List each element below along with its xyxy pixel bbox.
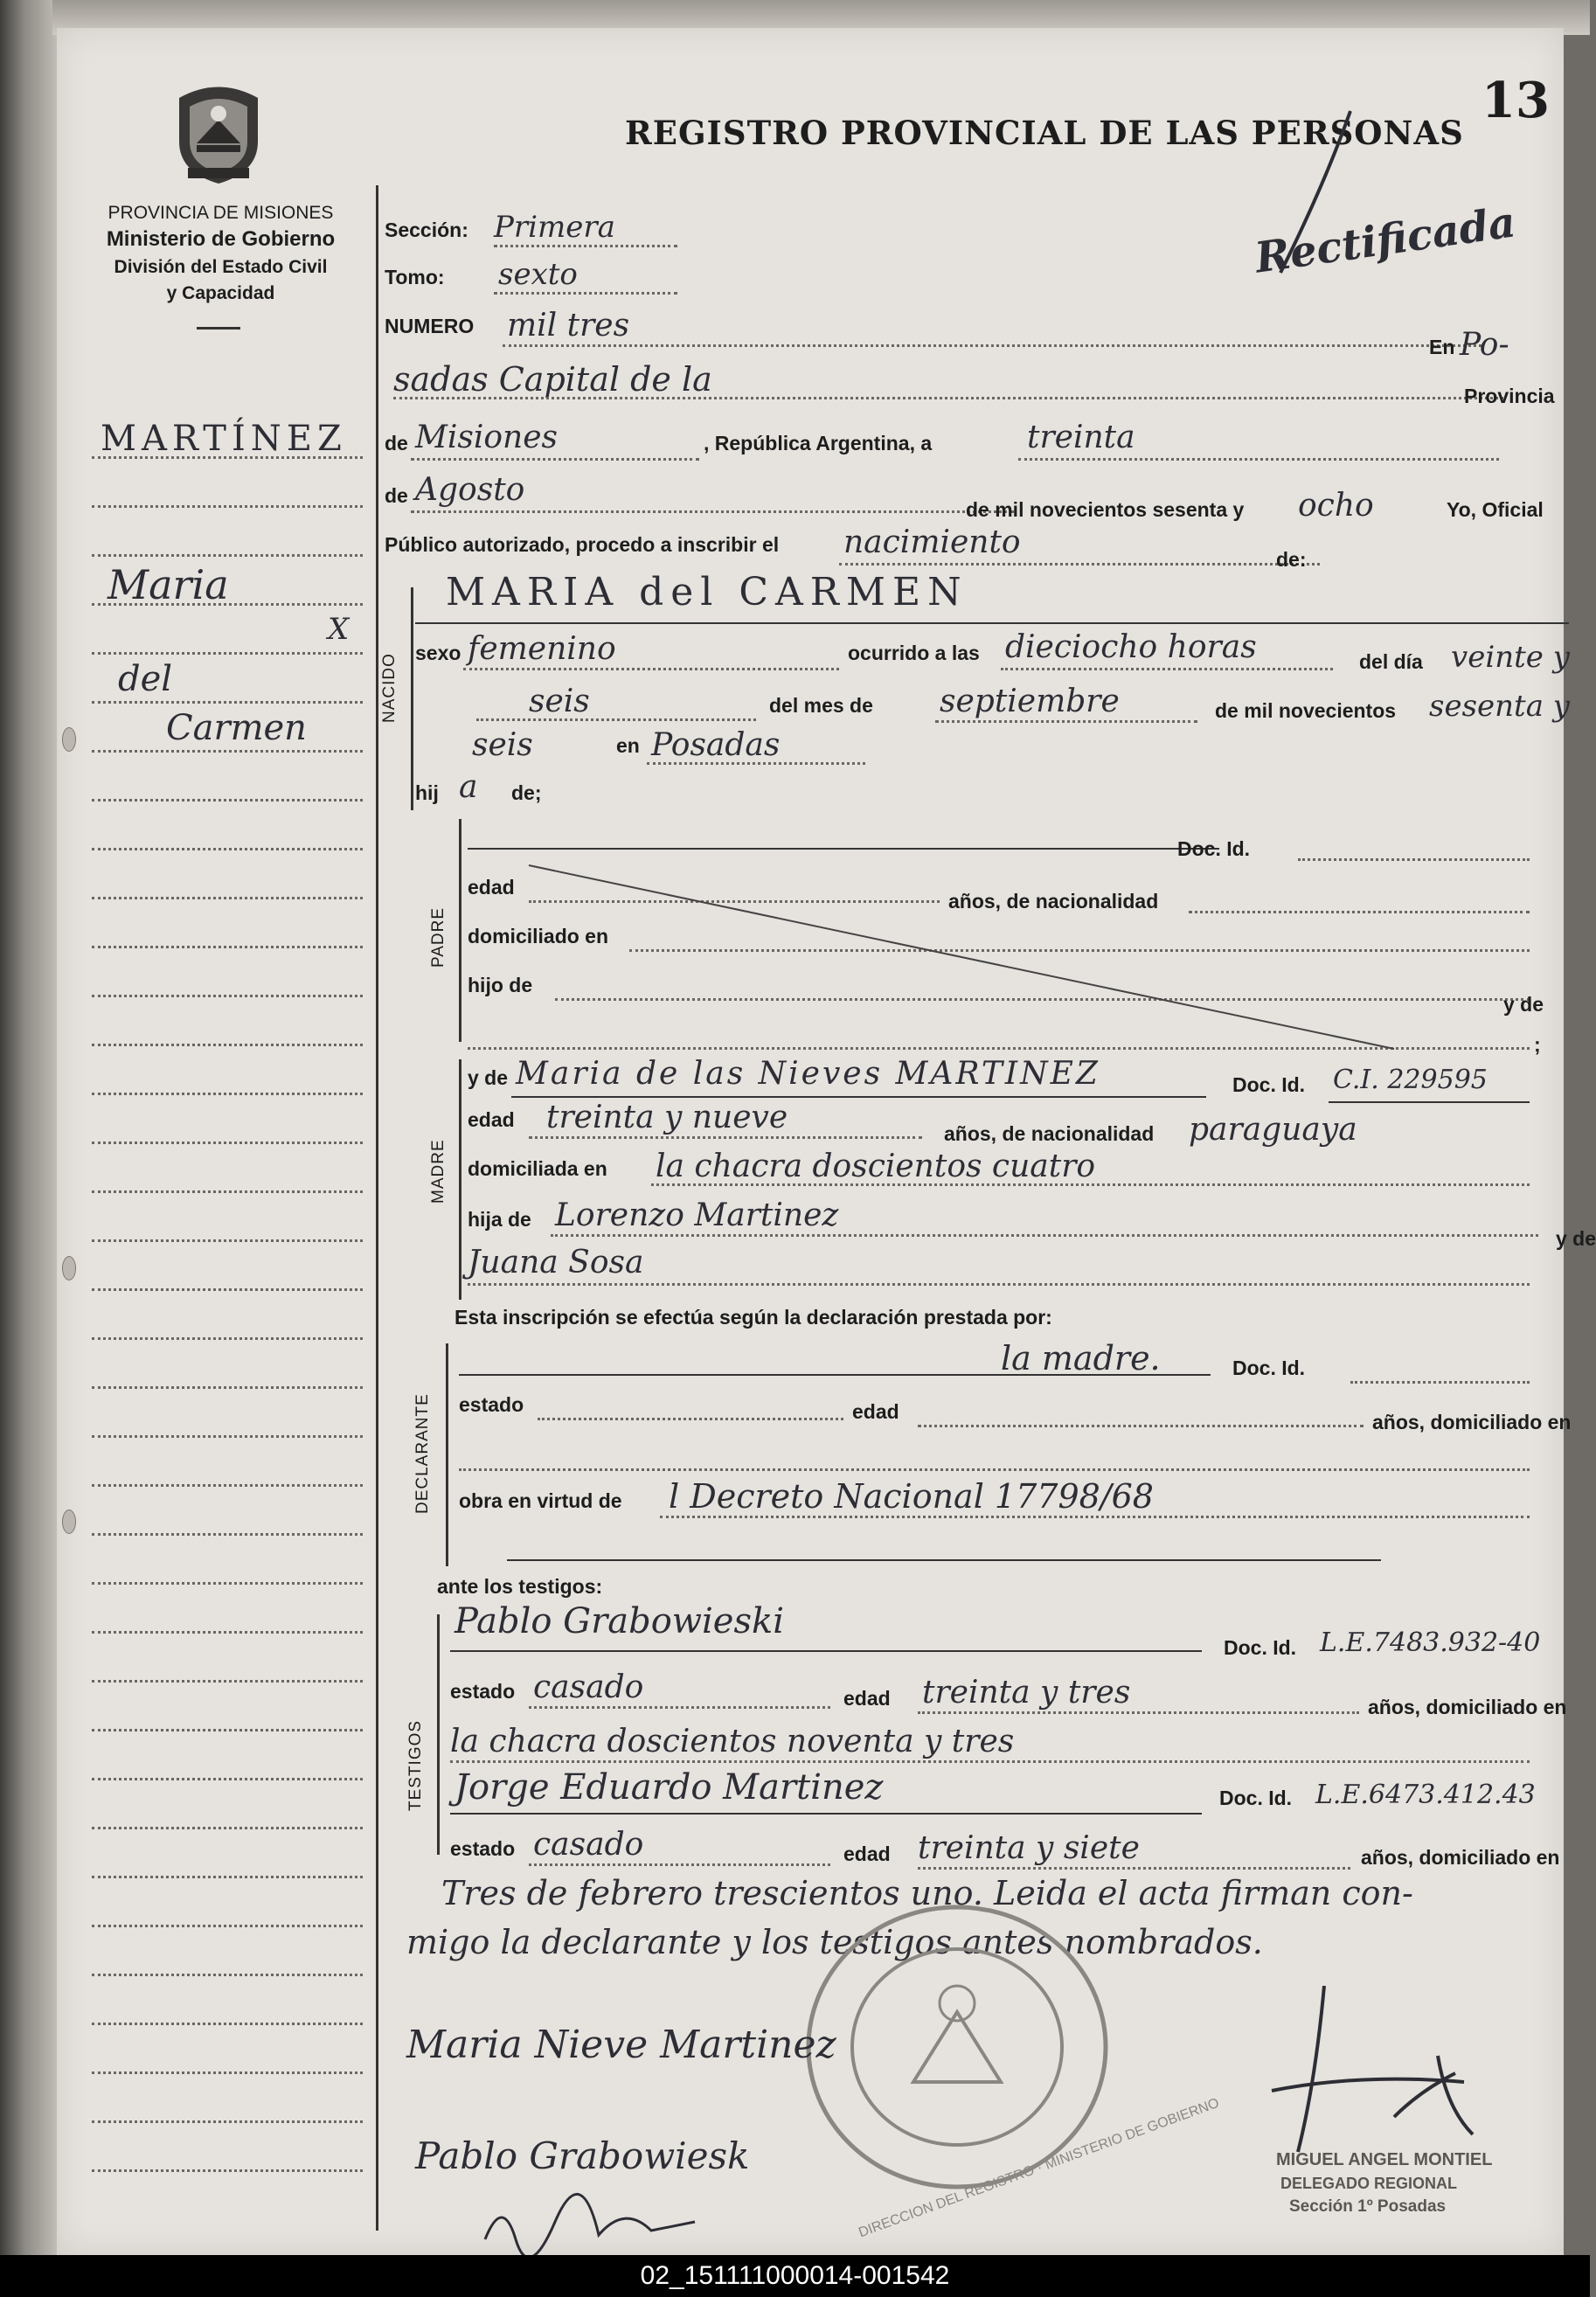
madre-padre-dots [551,1234,1538,1237]
testigo1-doc-value: L.E.7483.932-40 [1320,1627,1541,1658]
provincial-crest-icon [170,80,267,185]
testigo1-doc-label: Doc. Id. [1224,1636,1297,1659]
margin-line [92,897,363,899]
margin-line [92,1925,363,1927]
tomo-label: Tomo: [385,266,445,288]
margin-line [92,1729,363,1731]
del-dia-label: del día [1359,650,1423,673]
place-line: sadas Capital de la [393,360,712,399]
madre-name: Maria de las Nieves MARTINEZ [516,1056,1100,1092]
dia-dots [1018,458,1499,461]
division-label: División del Estado Civil [114,257,328,277]
madre-edad-label: edad [468,1108,515,1131]
division-label-2: y Capacidad [166,283,275,303]
margin-line [92,1239,363,1242]
sexo-dots [463,668,839,670]
dia-b-dots [476,718,756,721]
padre-edad-label: edad [468,876,515,899]
madre-doc-value: C.I. 229595 [1333,1065,1488,1095]
margin-line [92,1044,363,1046]
margin-line [92,1827,363,1829]
del-mes-label: del mes de [769,694,873,717]
en-value: Po- [1460,327,1509,363]
declarante-intro: Esta inscripción se efectúa según la declaración prestada por: [455,1306,1052,1329]
madre-domicilio-label: domiciliada en [468,1157,607,1180]
madre-nacionalidad-value: paraguaya [1189,1112,1357,1148]
mes-nacido-dots [935,720,1197,723]
declarante-edad-dots [918,1425,1364,1427]
dia-value: treinta [1027,420,1135,455]
padre-doc-label: Doc. Id. [1177,837,1251,860]
margin-mark: X [328,612,350,647]
madre-domicilio-dots [651,1183,1530,1186]
place-dots [393,397,1503,399]
en-lugar-label: en [616,734,640,757]
seccion-label: Sección: [385,219,468,241]
oficial-section: Sección 1º Posadas [1289,2197,1447,2216]
testigos-intro: ante los testigos: [437,1575,603,1598]
margin-line [92,946,363,948]
padre-strike-line [529,850,1403,1059]
sexo-label: sexo [415,642,461,664]
de2-label: de [385,484,408,507]
hij-label: hij [415,781,439,804]
binder-hole [62,1256,76,1280]
testigo1-domicilio: la chacra doscientos noventa y tres [450,1724,1015,1759]
seccion-value: Primera [494,210,615,245]
hora-dots [1001,668,1333,670]
dia-b-value: seis [529,684,590,719]
madre-name-line [511,1096,1206,1098]
numero-dots [503,344,1482,347]
hij-suffix: a [459,769,478,805]
mil-label: de mil novecientos [1215,699,1397,722]
obra-label: obra en virtud de [459,1489,622,1512]
madre-edad-value: treinta y nueve [546,1100,788,1135]
margin-given-2: del [118,659,173,699]
testigo2-name-line [450,1813,1202,1815]
provincia-value: Misiones [415,420,559,455]
signature-oficial-icon [1263,1977,1525,2169]
testigo2-edad-dots [918,1867,1350,1870]
madre-anos-label: años, de nacionalidad [944,1122,1155,1145]
publico-label: Público autorizado, procedo a inscribir el [385,533,780,556]
signature-declarante: Maria Nieve Martinez [406,2023,836,2067]
annotation-stroke [1263,107,1368,281]
madre-madre-dots [468,1283,1530,1286]
margin-line [92,1974,363,1976]
declarante-edad-label: edad [852,1400,899,1423]
declarante-rule [446,1343,448,1566]
margin-line [92,2120,363,2123]
padre-domicilio-label: domiciliado en [468,925,609,947]
testigo2-name: Jorge Eduardo Martinez [455,1767,884,1808]
obra-dots [660,1516,1530,1518]
madre-doc-line [1329,1101,1530,1103]
margin-line [92,1142,363,1144]
signature-scribble-icon [476,2187,704,2257]
declarante-domicilio-dots [459,1468,1530,1471]
lugar-value: Posadas [651,727,781,763]
testigo1-edad-value: treinta y tres [922,1675,1131,1711]
margin-line [92,1778,363,1780]
oficial-title: DELEGADO REGIONAL [1280,2175,1458,2192]
declarante-anos-label: años, domiciliado en [1372,1411,1572,1433]
hora-value: dieciocho horas [1005,629,1257,665]
madre-doc-label: Doc. Id. [1232,1073,1306,1096]
rectificada-annotation: Rectificada [1252,198,1519,283]
testigo1-name-line [450,1650,1202,1652]
sexo-value: femenino [468,631,616,667]
declarante-doc-label: Doc. Id. [1232,1357,1306,1379]
testigo1-estado-label: estado [450,1680,516,1703]
testigo2-doc-label: Doc. Id. [1219,1787,1293,1809]
madre-edad-dots [529,1136,922,1139]
madre-y-de-2-label: y de [1556,1227,1596,1250]
republica-label: , República Argentina, a [704,432,933,455]
margin-line [92,1435,363,1438]
padre-anos-label: años, de nacionalidad [948,890,1159,913]
declarante-section-label: DECLARANTE [413,1393,432,1514]
madre-madre-value: Juana Sosa [468,1245,644,1280]
margin-line [92,1386,363,1389]
ministry-label: Ministerio de Gobierno [106,227,336,251]
margin-line [92,1631,363,1634]
mes-dots [411,510,1014,513]
anio-a-value: sesenta y [1429,689,1570,724]
anio-b-value: seis [472,727,533,763]
seal-text: DIRECCION DEL REGISTRO · MINISTERIO DE GOBIERNO [857,2095,1222,2241]
testigo1-edad-dots [918,1711,1359,1714]
de3-label: de: [1276,548,1307,571]
binder-hole [62,727,76,752]
margin-line [92,1093,363,1095]
padre-rule [459,819,461,1042]
image-caption: 02_151111000014-001542 [0,2255,1590,2297]
margin-given-1: Maria [108,561,229,608]
margin-line [92,1337,363,1340]
province-label: PROVINCIA DE MISIONES [108,203,334,223]
testigo2-edad-value: treinta y siete [918,1830,1140,1866]
mes-value-nacido: septiembre [940,684,1120,719]
nacido-section-label: NACIDO [380,653,399,723]
testigo1-edad-label: edad [843,1687,891,1710]
nacido-rule [411,587,413,810]
testigo2-estado-value: casado [533,1827,644,1863]
margin-line [92,1190,363,1193]
provincia-dots [411,458,699,461]
binder-hole [62,1509,76,1534]
lugar-dots [647,762,865,765]
dia-a-value: veinte y [1451,640,1570,675]
padre-section-label: PADRE [429,906,448,968]
de-label: de [385,432,408,455]
testigo2-estado-dots [529,1863,830,1866]
margin-line [92,995,363,997]
closing-text: migo la declarante y los testigos antes nombrados. [406,1923,1263,1961]
page-number: 13 [1482,72,1550,129]
anio-value: ocho [1298,488,1374,524]
margin-line [92,1582,363,1585]
acto-value: nacimiento [843,524,1021,560]
numero-label: NUMERO [385,315,475,337]
madre-hija-label: hija de [468,1208,531,1231]
margin-line [92,1484,363,1487]
testigo2-domicilio: Tres de febrero trescientos uno. Leida el acta firman con- [441,1874,1413,1912]
provincia-label: Provincia [1464,385,1555,407]
margin-line [92,799,363,802]
declarante-doc-dots [1350,1381,1530,1384]
declarante-name-line [459,1374,1211,1376]
madre-padre-value: Lorenzo Martinez [555,1197,839,1233]
margin-line [92,2023,363,2025]
declarante-estado-dots [538,1418,843,1420]
madre-rule [459,1059,461,1300]
margin-line [92,1533,363,1536]
testigo1-name: Pablo Grabowieski [455,1601,785,1641]
hij-de-label: de; [511,781,542,804]
yo-label: Yo, Oficial [1447,498,1544,521]
testigo1-estado-value: casado [533,1669,644,1705]
testigo2-edad-label: edad [843,1842,891,1865]
margin-line [92,2169,363,2172]
margin-line [92,1680,363,1683]
testigo1-estado-dots [529,1706,830,1709]
oficial-name: MIGUEL ANGEL MONTIEL [1276,2150,1493,2169]
testigos-section-label: TESTIGOS [406,1719,425,1811]
numero-value: mil tres [507,308,630,344]
madre-domicilio-value: la chacra doscientos cuatro [656,1148,1096,1184]
margin-line [92,505,363,508]
margin-line [92,554,363,557]
testigo1-domicilio-dots [450,1760,1530,1763]
document-title: REGISTRO PROVINCIAL DE LAS PERSONAS [625,114,1464,152]
en-label: En [1429,336,1455,358]
testigo2-anos-label: años, domiciliado en [1361,1846,1560,1869]
margin-line [92,701,363,704]
anio-label: de mil novecientos sesenta y [966,498,1245,521]
margin-rule [376,185,378,2231]
margin-line [92,652,363,655]
padre-semicolon: ; [1534,1033,1541,1056]
testigos-rule [437,1614,440,1855]
padre-y-de-label: y de [1503,993,1544,1016]
seccion-dots [494,245,677,247]
margin-line [92,750,363,753]
margin-line [92,1876,363,1878]
margin-line [92,848,363,850]
declarante-nombre: la madre. [1001,1339,1161,1378]
madre-y-de-label: y de [468,1066,509,1089]
testigo2-estado-label: estado [450,1837,516,1860]
testigo2-doc-value: L.E.6473.412.43 [1315,1780,1536,1810]
margin-line [92,2071,363,2074]
divider [197,327,240,330]
ocurrido-label: ocurrido a las [848,642,980,664]
document-page [57,28,1596,2255]
nacido-name: MARIA del CARMEN [446,570,968,614]
signature-testigo: Pablo Grabowiesk [415,2134,750,2177]
tomo-dots [494,292,677,295]
declarante-estado-label: estado [459,1393,524,1416]
name-line [415,622,1569,624]
margin-given-3: Carmen [166,708,307,748]
acto-dots [839,563,1320,566]
obra-value: l Decreto Nacional 17798/68 [669,1477,1154,1516]
binder-edge [0,0,61,2255]
margin-line [92,1288,363,1291]
padre-hijo-label: hijo de [468,974,533,996]
mes-value: Agosto [415,472,525,508]
testigo1-anos-label: años, domiciliado en [1368,1696,1567,1718]
declarante-close-line [507,1559,1381,1561]
margin-surname: MARTÍNEZ [101,419,347,459]
tomo-value: sexto [498,257,578,292]
madre-section-label: MADRE [429,1139,448,1204]
